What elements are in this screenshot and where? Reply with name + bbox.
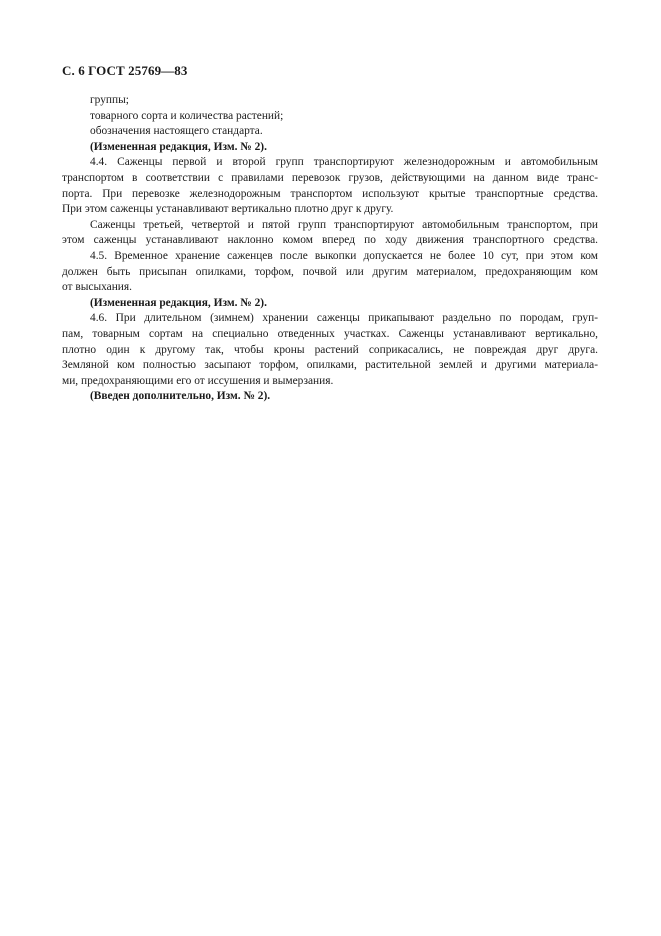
text-line: от высыхания. <box>62 281 132 294</box>
text-line: должен быть присыпан опилками, торфом, почвой или другим материалом, предохраняющим ком <box>62 265 598 278</box>
page-header: С. 6 ГОСТ 25769—83 <box>62 63 188 78</box>
text-line: порта. При перевозке железнодорожным транспортом используют крытые транспортные средства. <box>62 187 598 200</box>
text-line: 4.5. Временное хранение саженцев после выкопки допускается не более 10 сут, при этом ком <box>90 249 598 262</box>
text-line: 4.4. Саженцы первой и второй групп транспортируют железнодорожным и автомобильным <box>90 156 598 169</box>
text-line: этом саженцы устанавливают наклонно комом вперед по ходу движения транспортного средства. <box>62 234 598 247</box>
text-line: Саженцы третьей, четвертой и пятой групп транспортируют автомобильным транспортом, при <box>90 218 598 231</box>
text-line: товарного сорта и количества растений; <box>90 109 284 122</box>
amendment-note: (Измененная редакция, Изм. № 2). <box>90 140 267 153</box>
amendment-note: (Измененная редакция, Изм. № 2). <box>90 296 267 309</box>
document-body <box>62 93 598 405</box>
text-line: Земляной ком полностью засыпают торфом, опилками, растительной землей и другими материала- <box>62 359 598 372</box>
text-line: группы; <box>90 94 129 106</box>
text-line: обозначения настоящего стандарта. <box>90 125 263 138</box>
text-line: пам, товарным сортам на специально отведенных участках. Саженцы устанавливают вертикально, <box>62 327 598 340</box>
amendment-note: (Введен дополнительно, Изм. № 2). <box>90 390 271 403</box>
text-line: При этом саженцы устанавливают вертикально плотно друг к другу. <box>62 203 394 216</box>
text-line: транспортом в соответствии с правилами перевозок грузов, действующими на данном виде транс- <box>62 171 598 184</box>
text-line: плотно один к другому так, чтобы кроны растений соприкасались, не повреждая друг друга. <box>62 343 598 356</box>
text-line: ми, предохраняющими его от иссушения и вымерзания. <box>62 374 334 387</box>
text-line: 4.6. При длительном (зимнем) хранении саженцы прикапывают раздельно по породам, груп- <box>90 312 598 325</box>
